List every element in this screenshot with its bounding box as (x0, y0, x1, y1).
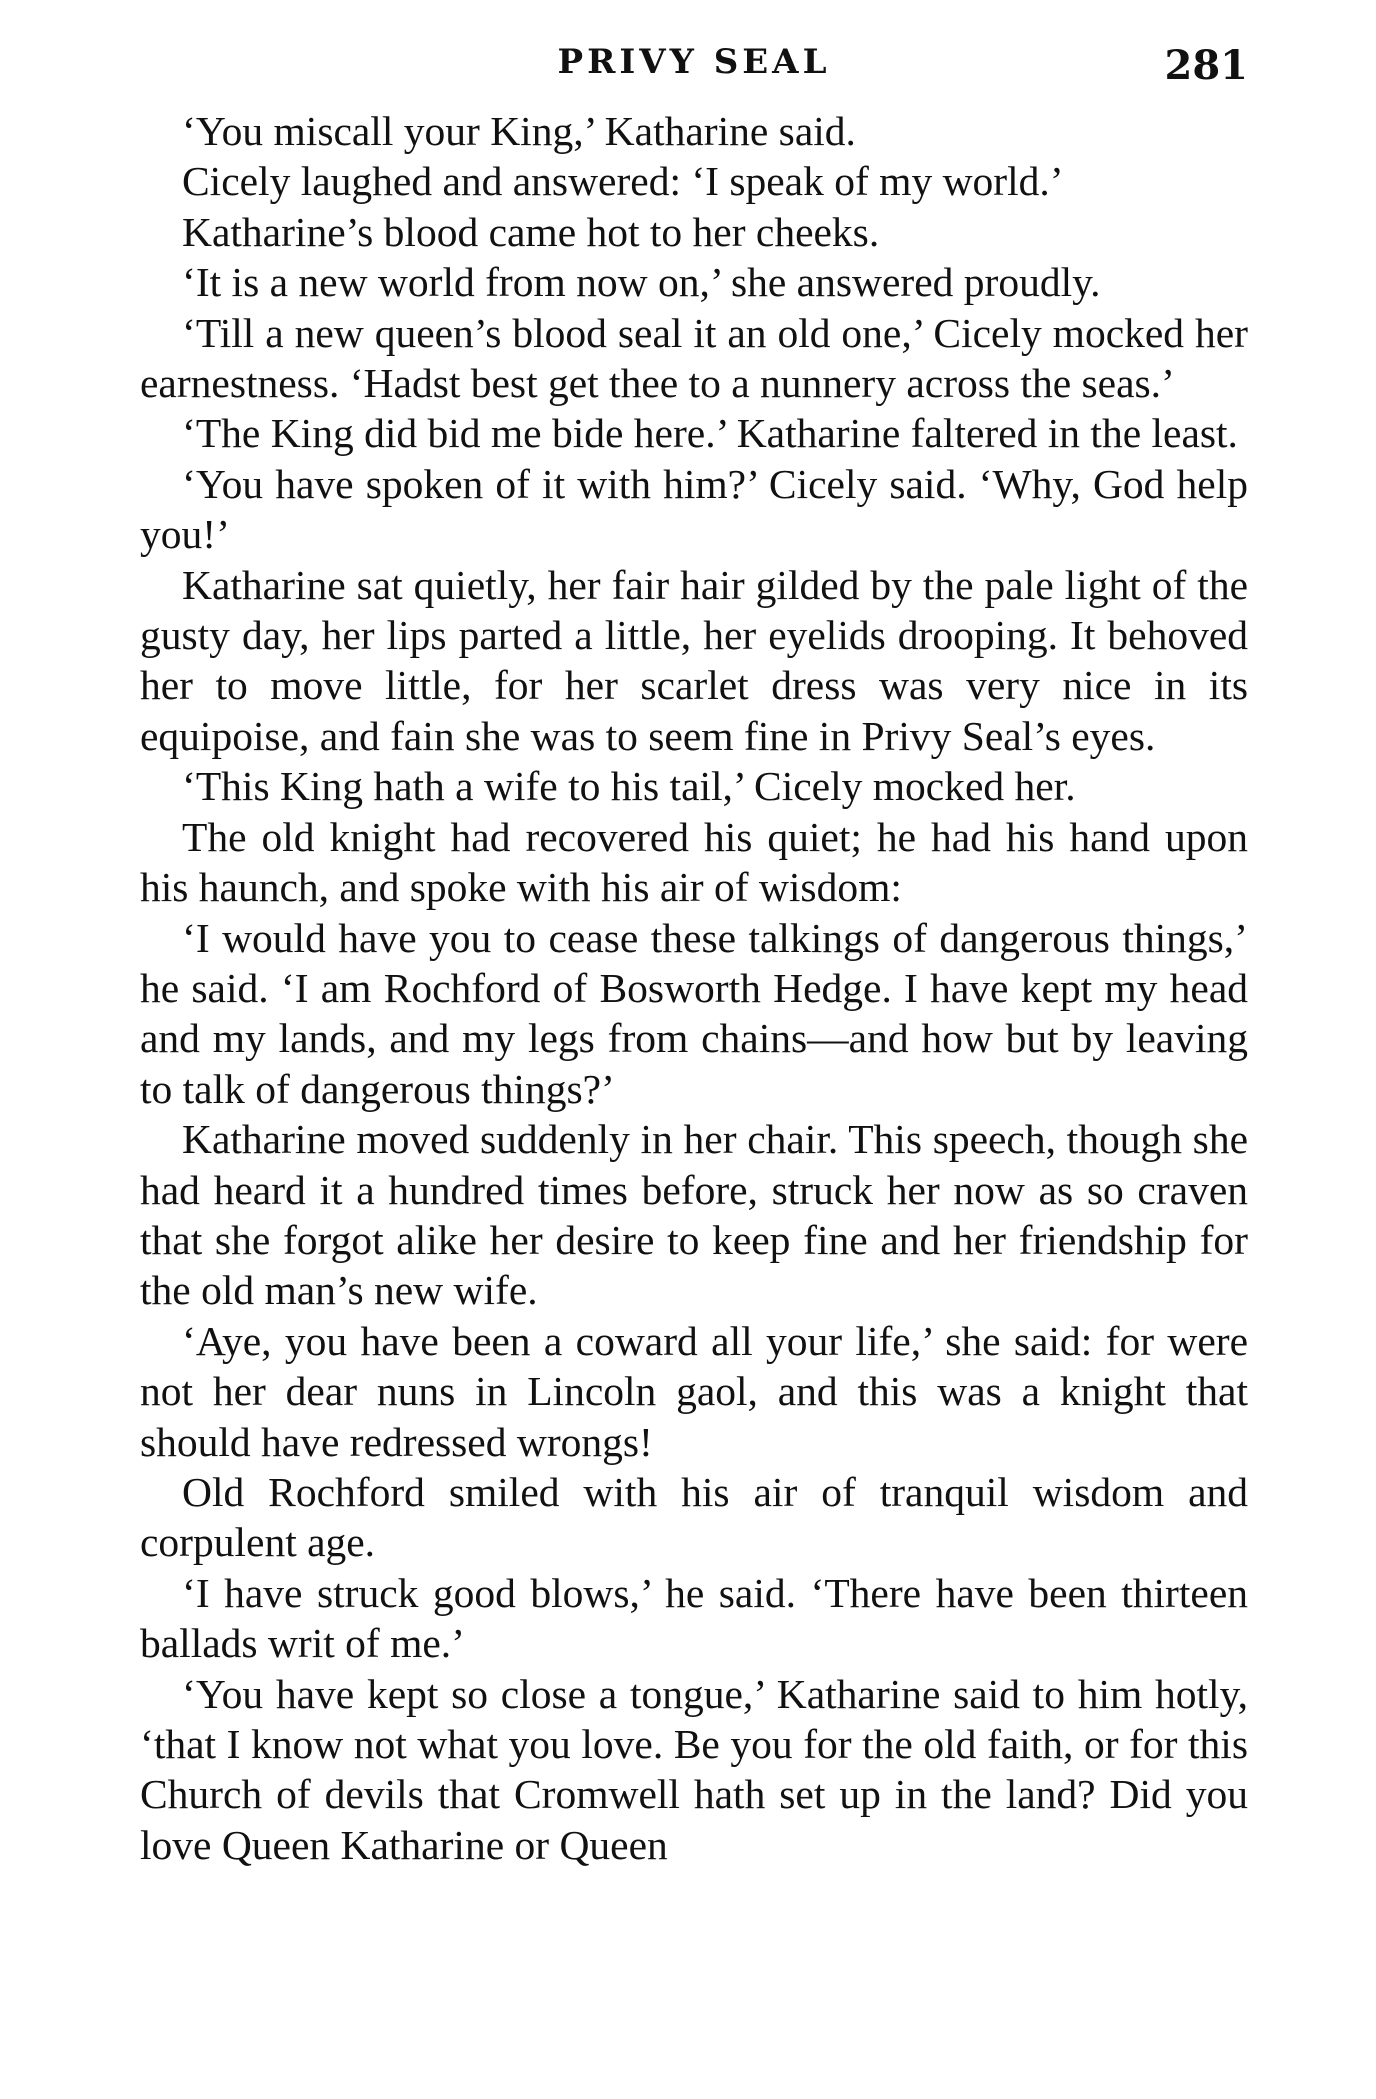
paragraph: ‘You have spoken of it with him?’ Cicely said. ‘Why, God help you!’ (140, 460, 1248, 558)
paragraph: ‘Aye, you have been a coward all your life,’ she said: for were not her dear nuns in Lincoln gaol, and this was a knight that should have redressed wrongs! (140, 1317, 1248, 1465)
paragraph: Katharine sat quietly, her fair hair gilded by the pale light of the gusty day, her lips parted a little, her eyelids drooping. It behoved her to move little, for her scarlet dress was very nice in its equipoise, and fain she was to seem fine in Privy Seal’s eyes. (140, 561, 1248, 759)
paragraph: ‘The King did bid me bide here.’ Katharine faltered in the least. (182, 410, 1238, 457)
paragraph: ‘Till a new queen’s blood seal it an old one,’ Cicely mocked her earnestness. ‘Hadst best get thee to a nunnery across the seas.’ (140, 309, 1248, 407)
paragraph: ‘This King hath a wife to his tail,’ Cicely mocked her. (182, 763, 1076, 810)
paragraph: Katharine moved suddenly in her chair. This speech, though she had heard it a hundred times before, struck her now as so craven that she forgot alike her desire to keep fine and her friendship for the old man’s new wife. (140, 1116, 1248, 1314)
page-number: 281 (1164, 42, 1248, 89)
paragraph: Katharine’s blood came hot to her cheeks. (182, 208, 880, 255)
paragraph: The old knight had recovered his quiet; he had his hand upon his haunch, and spoke with his air of wisdom: (140, 813, 1248, 911)
paragraph: Old Rochford smiled with his air of tranquil wisdom and corpulent age. (140, 1468, 1248, 1566)
paragraph: ‘I would have you to cease these talkings of dangerous things,’ he said. ‘I am Rochford of Bosworth Hedge. I have kept my head and my lands, and my legs from chains—and how but by leaving to talk of dangerous things?’ (140, 914, 1248, 1112)
paragraph: Cicely laughed and answered: ‘I speak of my world.’ (182, 158, 1064, 205)
running-head (140, 42, 1248, 98)
paragraph: ‘You miscall your King,’ Katharine said. (182, 108, 856, 154)
paragraph: ‘It is a new world from now on,’ she answered proudly. (182, 259, 1101, 306)
body-text (140, 106, 1248, 1870)
paragraph: ‘You have kept so close a tongue,’ Katharine said to him hotly, ‘that I know not what you love. Be you for the old faith, or for this Church of devils that Cromwell hath set up in the land? Did you love Queen Katharine or Queen (140, 1670, 1248, 1868)
paragraph: ‘I have struck good blows,’ he said. ‘There have been thirteen ballads writ of me.’ (140, 1569, 1248, 1667)
running-title: PRIVY SEAL (557, 42, 831, 82)
